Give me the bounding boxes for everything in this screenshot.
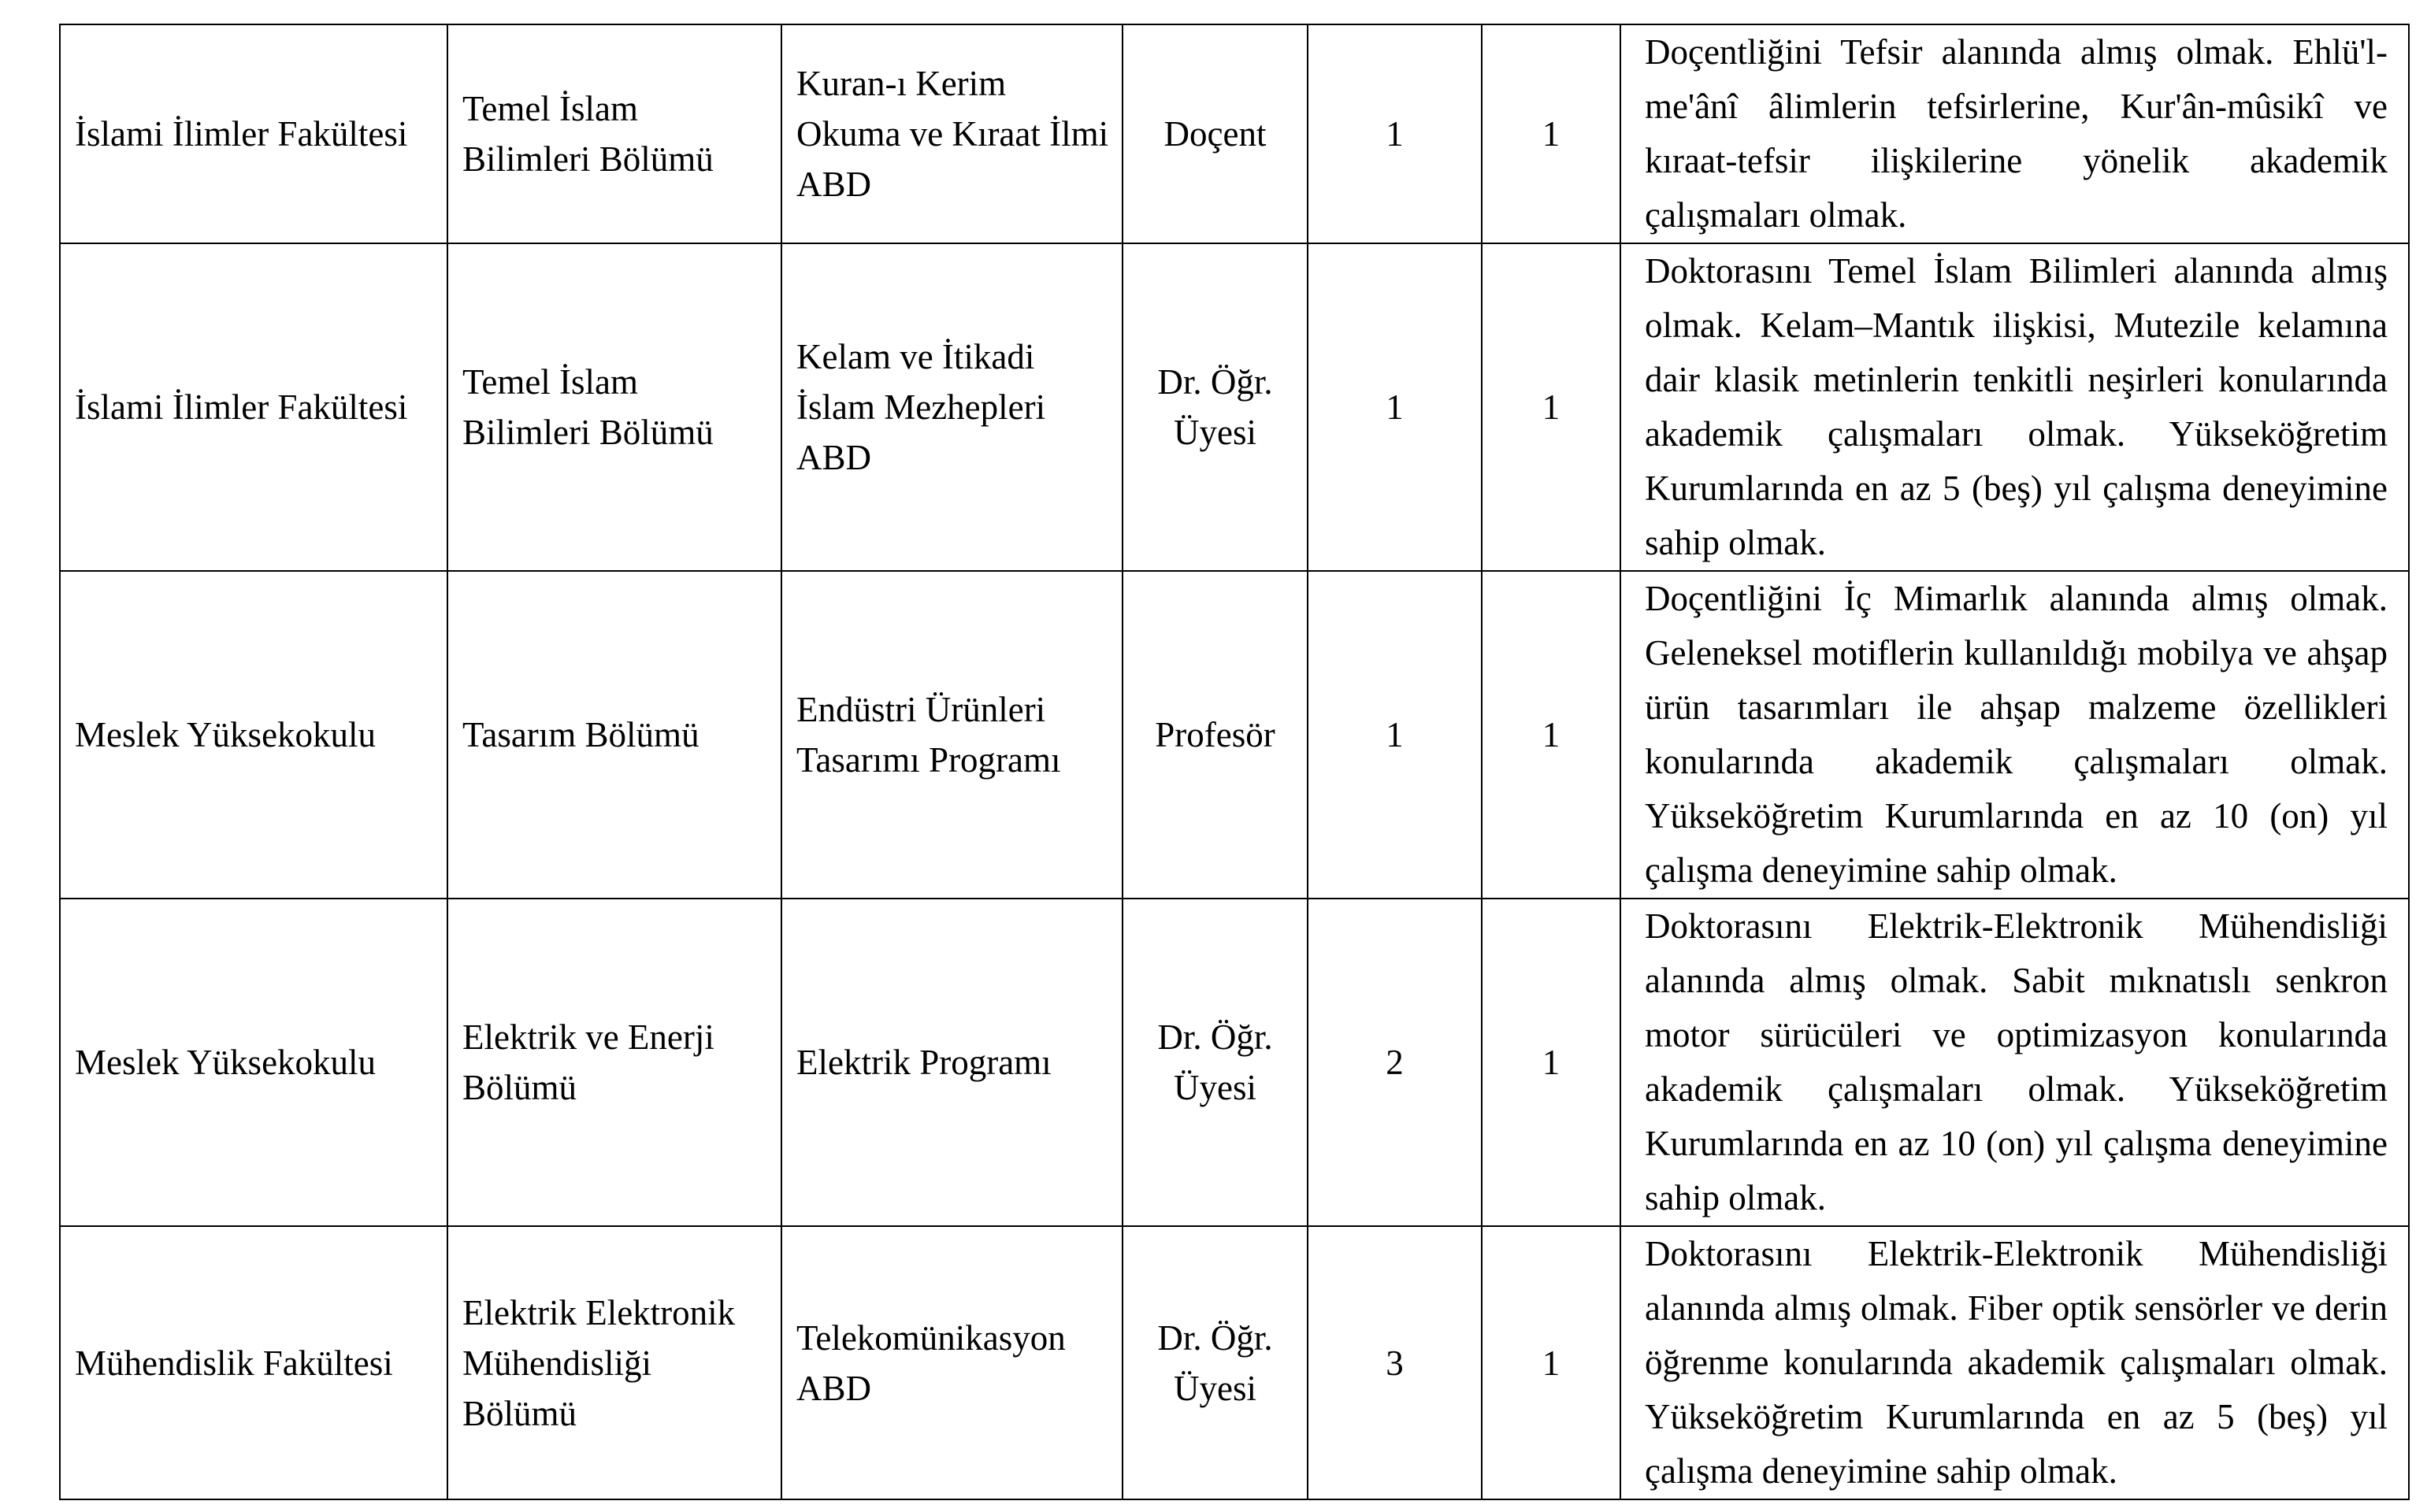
count-cell: 1 bbox=[1482, 571, 1620, 899]
title-cell: Dr. Öğr. Üyesi bbox=[1123, 899, 1308, 1226]
faculty-cell: Meslek Yüksekokulu bbox=[60, 571, 447, 899]
degree-cell: 1 bbox=[1308, 571, 1482, 899]
department-cell: Temel İslam Bilimleri Bölümü bbox=[447, 24, 781, 243]
program-cell: Endüstri Ürünleri Tasarımı Programı bbox=[781, 571, 1123, 899]
faculty-cell: İslami İlimler Fakültesi bbox=[60, 24, 447, 243]
description-cell: Doktorasını Elektrik-Elektronik Mühendisliği alanında almış olmak. Sabit mıknatıslı senkron motor sürücüleri ve optimizasyon konularında akademik çalışmaları olmak. Yükseköğretim Kurumlarında en az 10 (on) yıl çalışma deneyimine sahip olmak. bbox=[1620, 899, 2409, 1226]
program-cell: Elektrik Programı bbox=[781, 899, 1123, 1226]
degree-cell: 1 bbox=[1308, 24, 1482, 243]
department-cell: Elektrik ve Enerji Bölümü bbox=[447, 899, 781, 1226]
table-row bbox=[60, 571, 2409, 899]
department-cell: Temel İslam Bilimleri Bölümü bbox=[447, 243, 781, 571]
department-cell: Tasarım Bölümü bbox=[447, 571, 781, 899]
department-cell: Elektrik Elektronik Mühendisliği Bölümü bbox=[447, 1226, 781, 1499]
title-cell: Doçent bbox=[1123, 24, 1308, 243]
faculty-cell: İslami İlimler Fakültesi bbox=[60, 243, 447, 571]
positions-table bbox=[59, 24, 2410, 1500]
program-cell: Kuran-ı Kerim Okuma ve Kıraat İlmi ABD bbox=[781, 24, 1123, 243]
title-cell: Dr. Öğr. Üyesi bbox=[1123, 1226, 1308, 1499]
faculty-cell: Meslek Yüksekokulu bbox=[60, 899, 447, 1226]
description-cell: Doktorasını Temel İslam Bilimleri alanında almış olmak. Kelam–Mantık ilişkisi, Mutezile kelamına dair klasik metinlerin tenkitli neşirleri konularında akademik çalışmaları olmak. Yükseköğretim Kurumlarında en az 5 (beş) yıl çalışma deneyimine sahip olmak. bbox=[1620, 243, 2409, 571]
count-cell: 1 bbox=[1482, 1226, 1620, 1499]
program-cell: Kelam ve İtikadi İslam Mezhepleri ABD bbox=[781, 243, 1123, 571]
degree-cell: 2 bbox=[1308, 899, 1482, 1226]
table-row bbox=[60, 243, 2409, 571]
description-cell: Doçentliğini İç Mimarlık alanında almış olmak. Geleneksel motiflerin kullanıldığı mobilya ve ahşap ürün tasarımları ile ahşap malzeme özellikleri konularında akademik çalışmaları olmak. Yükseköğretim Kurumlarında en az 10 (on) yıl çalışma deneyimine sahip olmak. bbox=[1620, 571, 2409, 899]
faculty-cell: Mühendislik Fakültesi bbox=[60, 1226, 447, 1499]
degree-cell: 1 bbox=[1308, 243, 1482, 571]
title-cell: Dr. Öğr. Üyesi bbox=[1123, 243, 1308, 571]
table-row bbox=[60, 24, 2409, 243]
degree-cell: 3 bbox=[1308, 1226, 1482, 1499]
title-cell: Profesör bbox=[1123, 571, 1308, 899]
count-cell: 1 bbox=[1482, 24, 1620, 243]
count-cell: 1 bbox=[1482, 899, 1620, 1226]
table-row bbox=[60, 1226, 2409, 1499]
table-row bbox=[60, 899, 2409, 1226]
description-cell: Doktorasını Elektrik-Elektronik Mühendisliği alanında almış olmak. Fiber optik sensörler ve derin öğrenme konularında akademik çalışmaları olmak. Yükseköğretim Kurumlarında en az 5 (beş) yıl çalışma deneyimine sahip olmak. bbox=[1620, 1226, 2409, 1499]
description-cell: Doçentliğini Tefsir alanında almış olmak. Ehlü'l-me'ânî âlimlerin tefsirlerine, Kur'ân-mûsikî ve kıraat-tefsir ilişkilerine yönelik akademik çalışmaları olmak. bbox=[1620, 24, 2409, 243]
program-cell: Telekomünikasyon ABD bbox=[781, 1226, 1123, 1499]
count-cell: 1 bbox=[1482, 243, 1620, 571]
